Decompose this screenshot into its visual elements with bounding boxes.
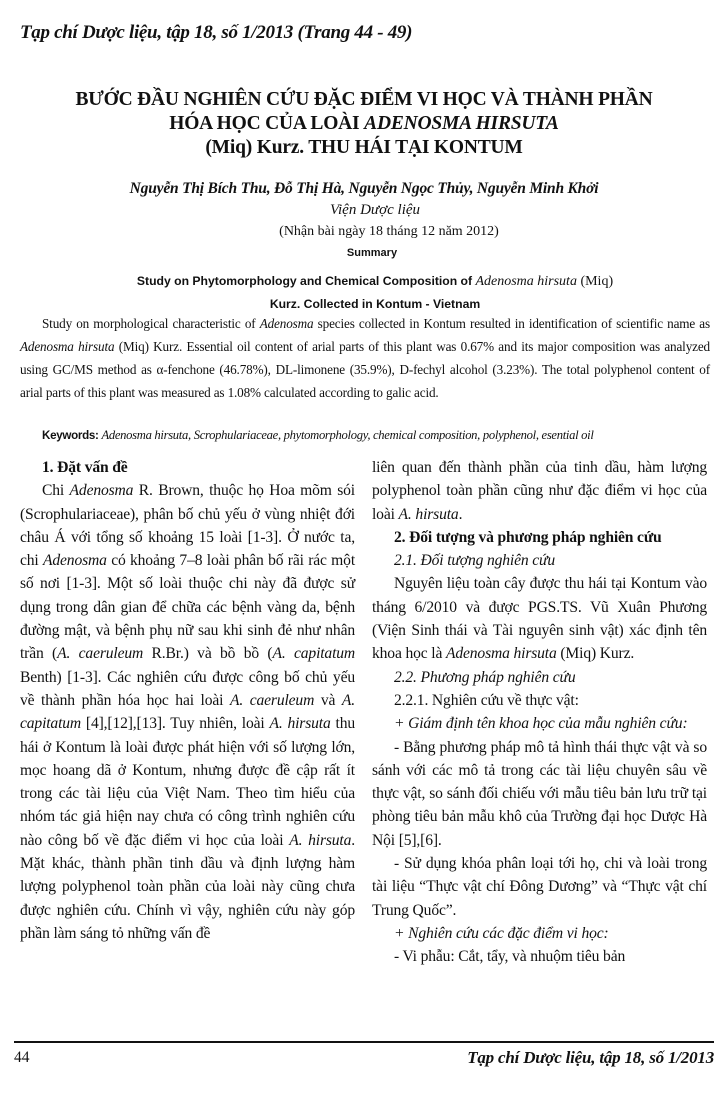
summary-label: Summary [346, 247, 398, 259]
footer-journal: Tạp chí Dược liệu, tập 18, số 1/2013 [467, 1048, 714, 1067]
section-1-paragraph [20, 479, 355, 945]
title-line-1: BƯỚC ĐẦU NGHIÊN CỨU ĐẶC ĐIỂM VI HỌC VÀ THÀNH PHẦN [75, 89, 653, 110]
summary-title [0, 270, 728, 316]
title-line-2-prefix: HÓA HỌC CỦA LOÀI [169, 113, 365, 134]
body-text: . Mặt khác, thành phần tinh dầu và định lượng hàm lượng polyphenol toàn phần của loài này cũng chưa được nghiên cứu. Chính vì vậy, nghiên cứu này góp phần làm sáng tỏ những vấn đề [20, 831, 356, 942]
species-name: A. hirsuta [289, 831, 352, 849]
abstract-genus: Adenosma [259, 316, 314, 331]
species-name: A. caeruleum [57, 645, 144, 663]
received-date: (Nhận bài ngày 18 tháng 12 năm 2012) [279, 224, 499, 239]
body-text: có khoảng 7–8 loài phân bố rãi rác một số nơi [1-3]. Một số loài thuộc chi này đã được sử dụng trong dân gian để chữa các bệnh vàng da, bệnh đường mật, và bệnh phụ nữ sau khi sinh đẻ như nhân trần ( [20, 552, 355, 663]
abstract-text: Study on morphological characteristic of [42, 316, 260, 331]
species-name: A. caeruleum [229, 691, 315, 709]
right-column [372, 456, 707, 969]
authors: Nguyễn Thị Bích Thu, Đỗ Thị Hà, Nguyễn Ngọc Thủy, Nguyễn Minh Khởi [129, 180, 599, 197]
body-text: và [314, 691, 342, 709]
item-2-heading: + Nghiên cứu các đặc điểm vi học: [394, 924, 609, 942]
species-name: Adenosma [69, 482, 134, 500]
item-1-heading: + Giám định tên khoa học của mẫu nghiên cứu: [394, 715, 688, 733]
title-line-3: (Miq) Kurz. THU HÁI TẠI KONTUM [205, 137, 523, 158]
subsection-2-1-heading: 2.1. Đối tượng nghiên cứu [394, 552, 556, 570]
body-text: Benth) [1-3]. Các nghiên cứu được công bố chủ yếu về thành phần hóa học hai loài [20, 668, 355, 709]
summary-title-line-2: Kurz. Collected in Kontum - Vietnam [269, 297, 481, 311]
title-species: ADENOSMA HIRSUTA [364, 113, 559, 134]
abstract [20, 312, 710, 404]
abstract-text: species collected in Kontum resulted in identification of scientific name as [313, 316, 710, 331]
subsection-2-2-heading: 2.2. Phương pháp nghiên cứu [394, 668, 576, 686]
subsection-2-1-paragraph [372, 572, 707, 665]
subsection-2-2-1-heading: 2.2.1. Nghiên cứu về thực vật: [394, 691, 579, 709]
item-1-paragraph-2: - Sử dụng khóa phân loại tới họ, chi và loài trong tài liệu “Thực vật chí Đông Dương” và “Thực vật chí Trung Quốc”. [372, 855, 707, 919]
abstract-species: Adenosma hirsuta [20, 339, 115, 354]
section-1-heading: 1. Đặt vấn đề [42, 459, 128, 476]
body-text: R. Brown, thuộc họ Hoa mõm sói (Scrophulariaceae), phân bố chủ yếu ở vùng nhiệt đới châu Á với tổng số khoảng 15 loài [1-3]. Ở nước ta, chi [20, 482, 355, 570]
left-column [20, 456, 355, 945]
title-line-2 [0, 112, 728, 136]
summary-title-line-1 [22, 270, 728, 293]
item-2-paragraph-1: - Vi phẫu: Cắt, tẩy, và nhuộm tiêu bản [394, 948, 626, 966]
keywords-list: Adenosma hirsuta, Scrophulariaceae, phytomorphology, chemical composition, polyphenol, esential oil [101, 428, 594, 442]
section-2-heading: 2. Đối tượng và phương pháp nghiên cứu [394, 528, 662, 546]
body-text: thu hái ở Kontum là loài được phát hiện với số lượng lớn, mọc hoang dã ở Kontum, nhưng được đề cập rất ít trong các tài liệu của Việt Nam. Theo tìm hiểu của nhóm tác giả hiện nay chưa có công trình nghiên cứu nào công bố về đặc điểm vi học của loài [20, 715, 355, 849]
body-text: liên quan đến thành phần của tinh dầu, hàm lượng polyphenol toàn phần cũng như đặc điểm vi học của loài [372, 459, 707, 523]
body-text: Chi [42, 482, 70, 500]
keywords [42, 428, 712, 443]
species-name: Adenosma [43, 552, 107, 570]
summary-title-species: Adenosma hirsuta [475, 274, 577, 289]
keywords-label: Keywords: [42, 429, 102, 442]
affiliation: Viện Dược liệu [329, 202, 421, 218]
species-name: A. capitatum [20, 691, 356, 733]
summary-title-suffix: (Miq) [576, 274, 614, 289]
footer-rule [14, 1041, 714, 1043]
body-text: R.Br.) và bồ bồ ( [143, 645, 273, 663]
journal-header: Tạp chí Dược liệu, tập 18, số 1/2013 (Trang 44 - 49) [20, 22, 413, 43]
species-name: A. hirsuta [269, 715, 331, 733]
abstract-paragraph [20, 312, 710, 404]
article-title [0, 88, 728, 160]
abstract-text: (Miq) Kurz. Essential oil content of arial parts of this plant was 0.67% and its major composition was analyzed using GC/MS method as α-fenchone (46.78%), DL-limonene (35.9%), D-fechyl alcohol (3.23%). The total polyphenol content of arial parts of this plant was measured as 1.08% calculated according to galic acid. [20, 339, 710, 400]
species-name: A. hirsuta [398, 505, 459, 523]
body-text: [4],[12],[13]. Tuy nhiên, loài [81, 715, 270, 733]
species-name: A. capitatum [272, 645, 356, 663]
body-text: . [458, 505, 463, 523]
summary-title-prefix: Study on Phytomorphology and Chemical Composition of [136, 274, 476, 288]
body-text: (Miq) Kurz. [556, 645, 635, 663]
item-1-paragraph-1: - Bằng phương pháp mô tả hình thái thực vật và so sánh với các mô tả trong các tài liệu chuyên sâu về thực vật, so sánh đối chiếu với mẫu tiêu bản lưu trữ tại phòng tiêu bản mẫu khô của Trường đại học Dược Hà Nội [5],[6]. [372, 738, 707, 849]
page-number: 44 [14, 1049, 30, 1066]
section-1-continuation [372, 456, 707, 526]
body-text: Nguyên liệu toàn cây được thu hái tại Kontum vào tháng 6/2010 và được PGS.TS. Vũ Xuân Phương (Viện Sinh thái và Tài nguyên sinh vật) xác định tên khoa học là [372, 575, 707, 663]
species-name: Adenosma hirsuta [445, 645, 557, 663]
